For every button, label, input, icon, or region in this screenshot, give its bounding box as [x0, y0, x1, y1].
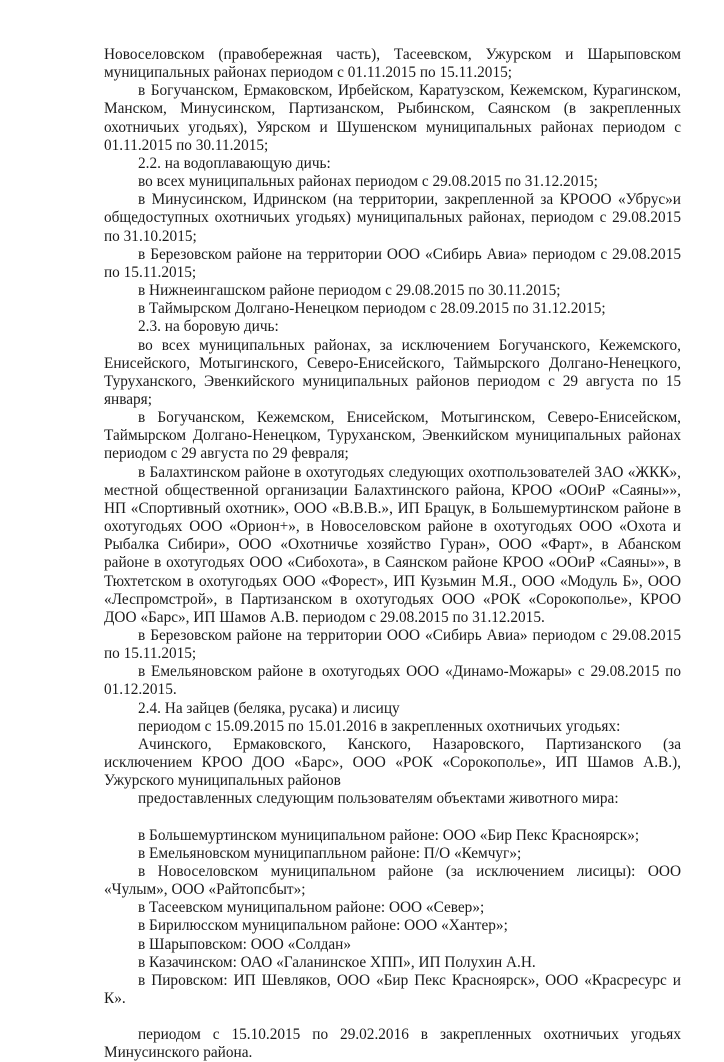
list-item: в Шарыповском: ООО «Солдан»: [138, 935, 352, 953]
paragraph: в Нижнеингашском районе периодом с 29.08.2015 по 30.11.2015;: [138, 282, 561, 300]
list-item: в Тасеевском муниципальном районе: ООО «Север»;: [138, 899, 485, 917]
document-page: [104, 46, 681, 1062]
paragraph: в Березовском районе на территории ООО «Сибирь Авиа» периодом с 29.08.2015 по 15.11.2015;: [104, 245, 681, 281]
paragraph: периодом с 15.10.2015 по 29.02.2016 в закрепленных охотничьих угодьях Минусинского района.: [104, 1026, 681, 1062]
paragraph: в Емельяновском районе в охотугодьях ООО «Динамо-Можары» с 29.08.2015 по 01.12.2015.: [104, 663, 681, 699]
paragraph: Новоселовском (правобережная часть), Тасеевском, Ужурском и Шарыповском муниципальных районах периодом с 01.11.2015 по 15.11.2015;: [104, 46, 681, 82]
paragraph: в Минусинском, Идринском (на территории, закрепленной за КРООО «Убрус»и общедоступных охотничьих угодьях) муниципальных районах, периодом с 29.08.2015 по 31.10.2015;: [104, 191, 681, 245]
list-item: в Новоселовском муниципальном районе (за исключением лисицы): ООО «Чулым», ООО «Райтопсбыт»;: [104, 862, 681, 899]
paragraph: Ачинского, Ермаковского, Канского, Назаровского, Партизанского (за исключением КРОО ДОО «Барс», ООО «РОК «Сорокополье», ИП Шамов А.В.), Ужурского муниципальных районов: [104, 735, 681, 790]
paragraph: в Богучанском, Ермаковском, Ирбейском, Каратузском, Кежемском, Курагинском, Манском, Минусинском, Партизанском, Рыбинском, Саянском (в закрепленных охотничьих угодьях), Уярском и Шушенском муниципальных районах периодом с 01.11.2015 по 30.11.2015;: [104, 82, 681, 154]
paragraph: в Балахтинском районе в охотугодьях следующих охотпользователей ЗАО «ЖКК», местной общественной организации Балахтинского района, КРОО «ООиР «Саяны»», НП «Спортивный охотник», ООО «В.В.В.», ИП Брацук, в Большемуртинском районе в охотугодьях ООО «Орион+», в Новоселовском районе в охотугодьях ООО «Охота и Рыбалка Сибири», ООО «Охотничье хозяйство Гуран», ООО «Фарт», в Абанском районе в охотугодьях ООО «Сибохота», в Саянском районе КРОО «ООиР «Саяны»», в Тюхтетском в охотугодьях ООО «Форест», ИП Кузьмин М.Я., ООО «Модуль Б», ООО «Леспромстрой», в Партизанском в охотугодьях ООО «РОК «Сорокополье», КРОО ДОО «Барс», ИП Шамов А.В. периодом с 29.08.2015 по 31.12.2015.: [104, 463, 681, 626]
section-heading-2-3: 2.3. на боровую дичь:: [138, 318, 279, 336]
paragraph: в Богучанском, Кежемском, Енисейском, Мотыгинском, Северо-Енисейском, Таймырском Долгано-Ненецком, Туруханском, Эвенкийском муниципальных районах периодом с 29 августа по 29 февраля;: [104, 409, 681, 463]
list-item: в Пировском: ИП Шевляков, ООО «Бир Пекс Красноярск», ООО «Красресурс и К».: [104, 971, 681, 1007]
section-heading-2-4: 2.4. На зайцев (беляка, русака) и лисицу: [138, 699, 400, 717]
paragraph: во всех муниципальных районах, за исключением Богучанского, Кежемского, Енисейского, Мотыгинского, Северо-Енисейского, Таймырского Долгано-Ненецкого, Туруханского, Эвенкийского муниципальных районов периодом с 29 августа по 15 января;: [104, 336, 681, 408]
list-item: в Большемуртинском муниципальном районе: ООО «Бир Пекс Красноярск»;: [138, 826, 640, 844]
blank-line: [104, 1008, 681, 1026]
paragraph: в Таймырском Долгано-Ненецком периодом с 28.09.2015 по 31.12.2015;: [138, 300, 606, 318]
paragraph: в Березовском районе на территории ООО «Сибирь Авиа» периодом с 29.08.2015 по 15.11.2015;: [104, 627, 681, 663]
paragraph: периодом с 15.09.2015 по 15.01.2016 в закрепленных охотничьих угодьях:: [138, 717, 621, 735]
paragraph: во всех муниципальных районах периодом с 29.08.2015 по 31.12.2015;: [138, 173, 598, 191]
blank-line: [104, 809, 681, 827]
list-item: в Казачинском: ОАО «Галанинское ХПП», ИП Полухин А.Н.: [138, 953, 536, 971]
list-item: в Емельяновском муниципапльном районе: П/О «Кемчуг»;: [138, 844, 522, 862]
list-item: в Бирилюсском муниципальном районе: ООО «Хантер»;: [138, 917, 508, 935]
section-heading-2-2: 2.2. на водоплавающую дичь:: [138, 154, 331, 172]
paragraph: предоставленных следующим пользователям объектами животного мира:: [138, 790, 619, 808]
